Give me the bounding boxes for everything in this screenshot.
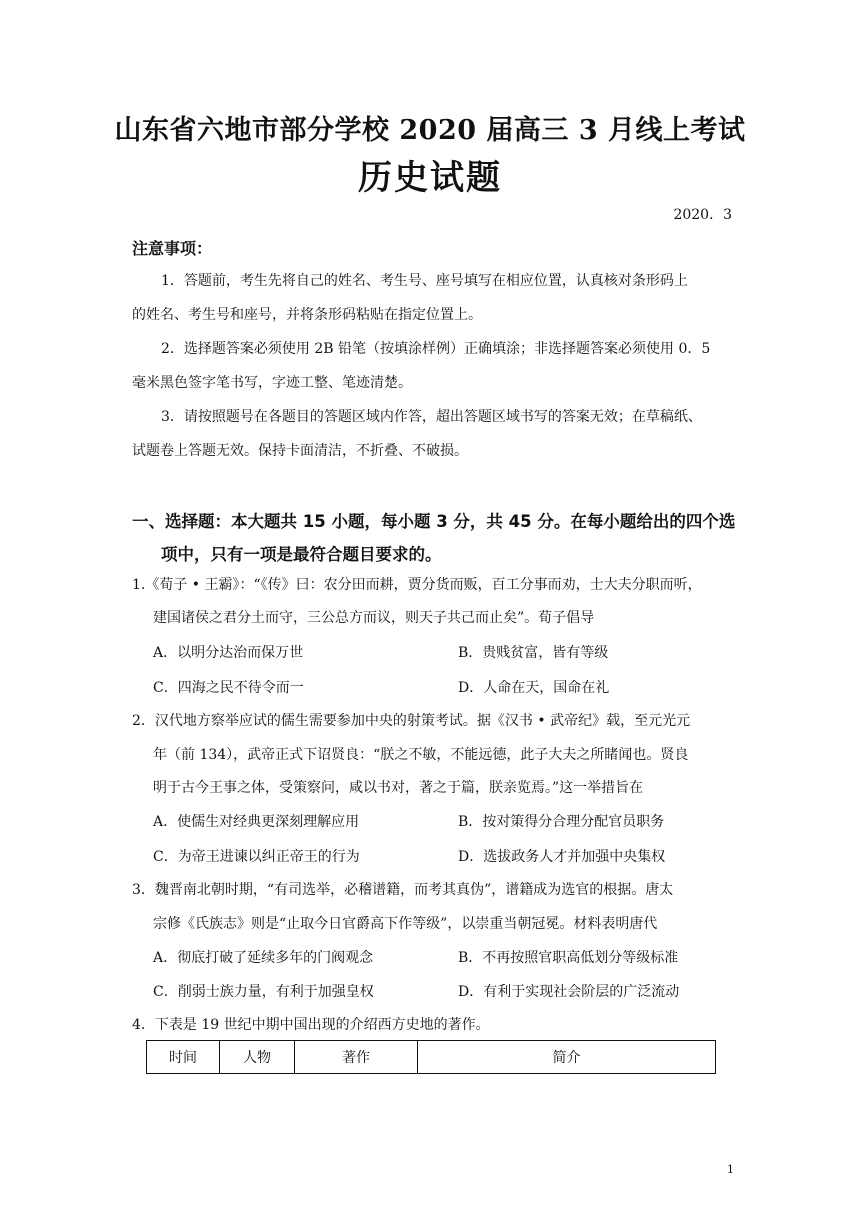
exam-date: 2020．3 xyxy=(673,207,732,223)
table-header-person: 人物 xyxy=(220,1041,295,1074)
question-3-option-b: B．不再按照官职高低划分等级标准 xyxy=(458,950,679,966)
question-3-stem: 3．魏晋南北朝时期，“有司选举，必稽谱籍，而考其真伪”，谱籍成为选官的根据。唐太 xyxy=(132,882,674,898)
table-header-work: 著作 xyxy=(295,1041,418,1074)
notice-line: 3．请按照题号在各题目的答题区域内作答，超出答题区域书写的答案无效；在草稿纸、 xyxy=(161,409,702,425)
question-1-stem: 1.《荀子 • 王霸》：“《传》曰：农分田而耕，贾分货而贩，百工分事而劝，士大夫分职而听， xyxy=(132,577,702,593)
question-1-option-d: D．人命在天，国命在礼 xyxy=(458,680,610,696)
notice-line: 毫米黑色签字笔书写，字迹工整、笔迹清楚。 xyxy=(132,375,412,391)
question-2-stem: 2．汉代地方察举应试的儒生需要参加中央的射策考试。据《汉书 • 武帝纪》载，至元光元 xyxy=(132,713,691,729)
question-3-option-d: D．有利于实现社会阶层的广泛流动 xyxy=(458,984,680,1000)
page-number: 1 xyxy=(727,1163,734,1176)
question-2-option-d: D．选拔政务人才并加强中央集权 xyxy=(458,849,666,865)
question-1-option-b: B．贵贱贫富，皆有等级 xyxy=(458,645,609,661)
question-2-stem: 年（前 134），武帝正式下诏贤良：“朕之不敏，不能远德，此子大夫之所睹闻也。贤良 xyxy=(153,747,689,763)
question-2-option-b: B．按对策得分合理分配官员职务 xyxy=(458,814,665,830)
notice-line: 的姓名、考生号和座号，并将条形码粘贴在指定位置上。 xyxy=(132,307,482,323)
section-heading-cont: 项中，只有一项是最符合题目要求的。 xyxy=(161,545,442,564)
notice-line: 1．答题前，考生先将自己的姓名、考生号、座号填写在相应位置，认真核对条形码上 xyxy=(161,273,688,289)
question-1-option-c: C．四海之民不待令而一 xyxy=(153,680,304,696)
notice-heading: 注意事项： xyxy=(132,239,213,258)
table-header-intro: 简介 xyxy=(418,1041,716,1074)
question-3-option-a: A．彻底打破了延续多年的门阀观念 xyxy=(153,950,374,966)
question-1-stem: 建国诸侯之君分土而守，三公总方而议，则天子共己而止矣”。荀子倡导 xyxy=(153,610,595,626)
notice-line: 2．选择题答案必须使用 2B 铅笔（按填涂样例）正确填涂；非选择题答案必须使用 0．5 xyxy=(161,341,711,357)
question-3-stem: 宗修《氏族志》则是“止取今日官爵高下作等级”，以崇重当朝冠冕。材料表明唐代 xyxy=(153,916,658,932)
question-3-option-c: C．削弱士族力量，有利于加强皇权 xyxy=(153,984,374,1000)
table-header-time: 时间 xyxy=(147,1041,220,1074)
question-4-stem: 4．下表是 19 世纪中期中国出现的介绍西方史地的著作。 xyxy=(132,1017,490,1033)
question-2-option-a: A．使儒生对经典更深刻理解应用 xyxy=(153,814,360,830)
exam-title: 山东省六地市部分学校 2020 届高三 3 月线上考试 xyxy=(114,115,746,146)
question-2-option-c: C．为帝王进谏以纠正帝王的行为 xyxy=(153,849,360,865)
question-1-option-a: A．以明分达治而保万世 xyxy=(153,645,304,661)
section-heading: 一、选择题：本大题共 15 小题，每小题 3 分，共 45 分。在每小题给出的四个选 xyxy=(132,512,736,531)
subject-title: 历史试题 xyxy=(358,158,502,198)
notice-line: 试题卷上答题无效。保持卡面清洁，不折叠、不破损。 xyxy=(132,443,468,459)
question-4-table xyxy=(146,1040,716,1074)
question-2-stem: 明于古今王事之体，受策察问，咸以书对，著之于篇，朕亲览焉。”这一举措旨在 xyxy=(153,780,644,796)
